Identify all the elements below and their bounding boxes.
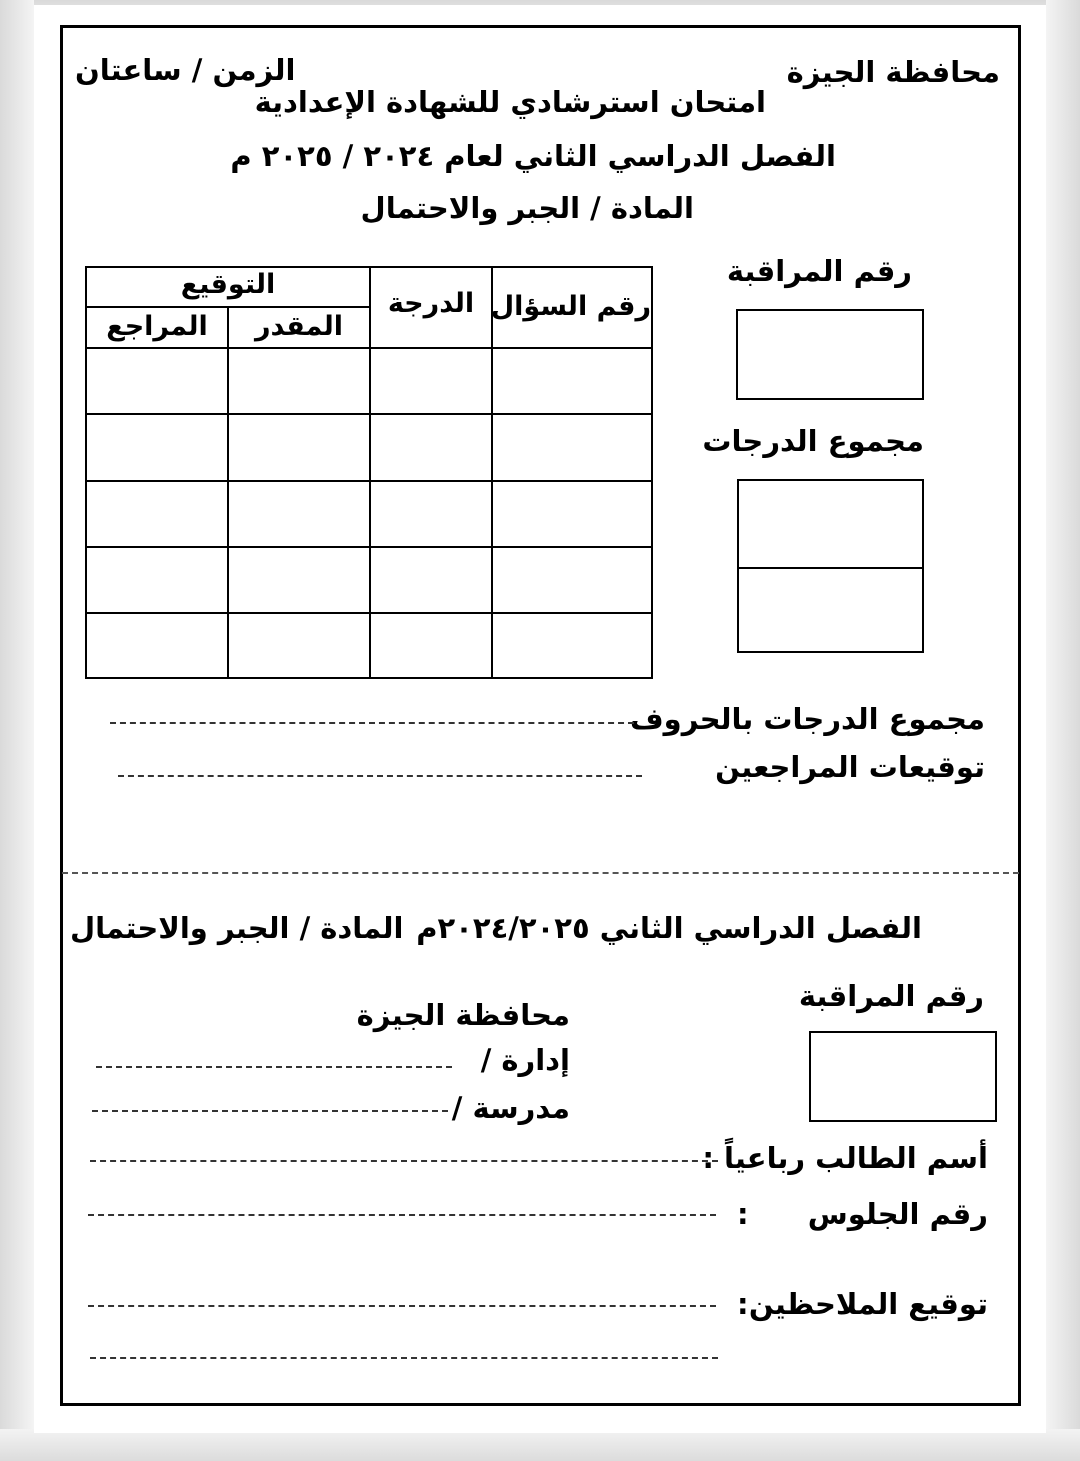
table-divider xyxy=(85,546,653,548)
exam-title: امتحان استرشادي للشهادة الإعدادية xyxy=(254,85,766,119)
viewer-background-right xyxy=(1046,0,1080,1461)
col-header-reviewer: المراجع xyxy=(106,311,208,342)
table-divider xyxy=(85,413,653,415)
school-label: مدرسة / xyxy=(451,1091,570,1125)
invigilators-signature-colon: : xyxy=(737,1287,749,1321)
administration-line[interactable] xyxy=(96,1066,452,1068)
total-grades-divider xyxy=(737,567,924,569)
table-divider xyxy=(85,306,371,308)
term-line: الفصل الدراسي الثاني لعام ٢٠٢٤ / ٢٠٢٥ م xyxy=(230,139,836,173)
seat-number-colon: : xyxy=(737,1197,749,1231)
control-number-label: رقم المراقبة xyxy=(726,254,912,288)
table-divider xyxy=(85,347,653,349)
subject-line: المادة / الجبر والاحتمال xyxy=(360,191,694,225)
table-divider xyxy=(85,480,653,482)
student-name-line[interactable] xyxy=(90,1160,718,1162)
detachable-governorate: محافظة الجيزة xyxy=(356,998,570,1032)
administration-label: إدارة / xyxy=(480,1043,570,1077)
table-divider xyxy=(491,266,493,679)
governorate-label: محافظة الجيزة xyxy=(786,55,1000,89)
total-grades-box[interactable] xyxy=(737,479,924,653)
detachable-term: الفصل الدراسي الثاني ٢٠٢٤/٢٠٢٥م xyxy=(416,911,922,945)
total-in-words-label: مجموع الدرجات بالحروف xyxy=(629,702,985,736)
exam-duration: الزمن / ساعتان xyxy=(75,53,296,87)
invigilators-signature-label: توقيع الملاحظين xyxy=(748,1287,988,1321)
invigilators-signature-line-1[interactable] xyxy=(88,1305,716,1307)
cut-line xyxy=(62,872,1019,874)
table-divider xyxy=(227,307,229,679)
invigilators-signature-line-2[interactable] xyxy=(90,1357,718,1359)
school-line[interactable] xyxy=(92,1110,448,1112)
detachable-control-number-label: رقم المراقبة xyxy=(798,979,984,1013)
control-number-box[interactable] xyxy=(736,309,924,400)
col-header-grade: الدرجة xyxy=(387,288,475,319)
table-divider xyxy=(369,266,371,679)
total-in-words-line[interactable] xyxy=(110,722,634,724)
col-header-question-number: رقم السؤال xyxy=(490,291,651,322)
seat-number-label: رقم الجلوس xyxy=(807,1197,988,1231)
reviewers-signatures-line[interactable] xyxy=(118,775,642,777)
reviewers-signatures-label: توقيعات المراجعين xyxy=(715,750,985,784)
seat-number-line[interactable] xyxy=(88,1214,716,1216)
col-header-signature: التوقيع xyxy=(180,269,276,300)
detachable-subject: المادة / الجبر والاحتمال xyxy=(70,911,404,945)
table-divider xyxy=(85,612,653,614)
total-grades-label: مجموع الدرجات xyxy=(702,424,924,458)
viewer-background-bottom xyxy=(0,1429,1080,1461)
student-name-label: أسم الطالب رباعياً : xyxy=(702,1141,988,1175)
col-header-grader: المقدر xyxy=(254,311,344,342)
detachable-control-number-box[interactable] xyxy=(809,1031,997,1122)
viewer-background-left xyxy=(0,0,34,1461)
